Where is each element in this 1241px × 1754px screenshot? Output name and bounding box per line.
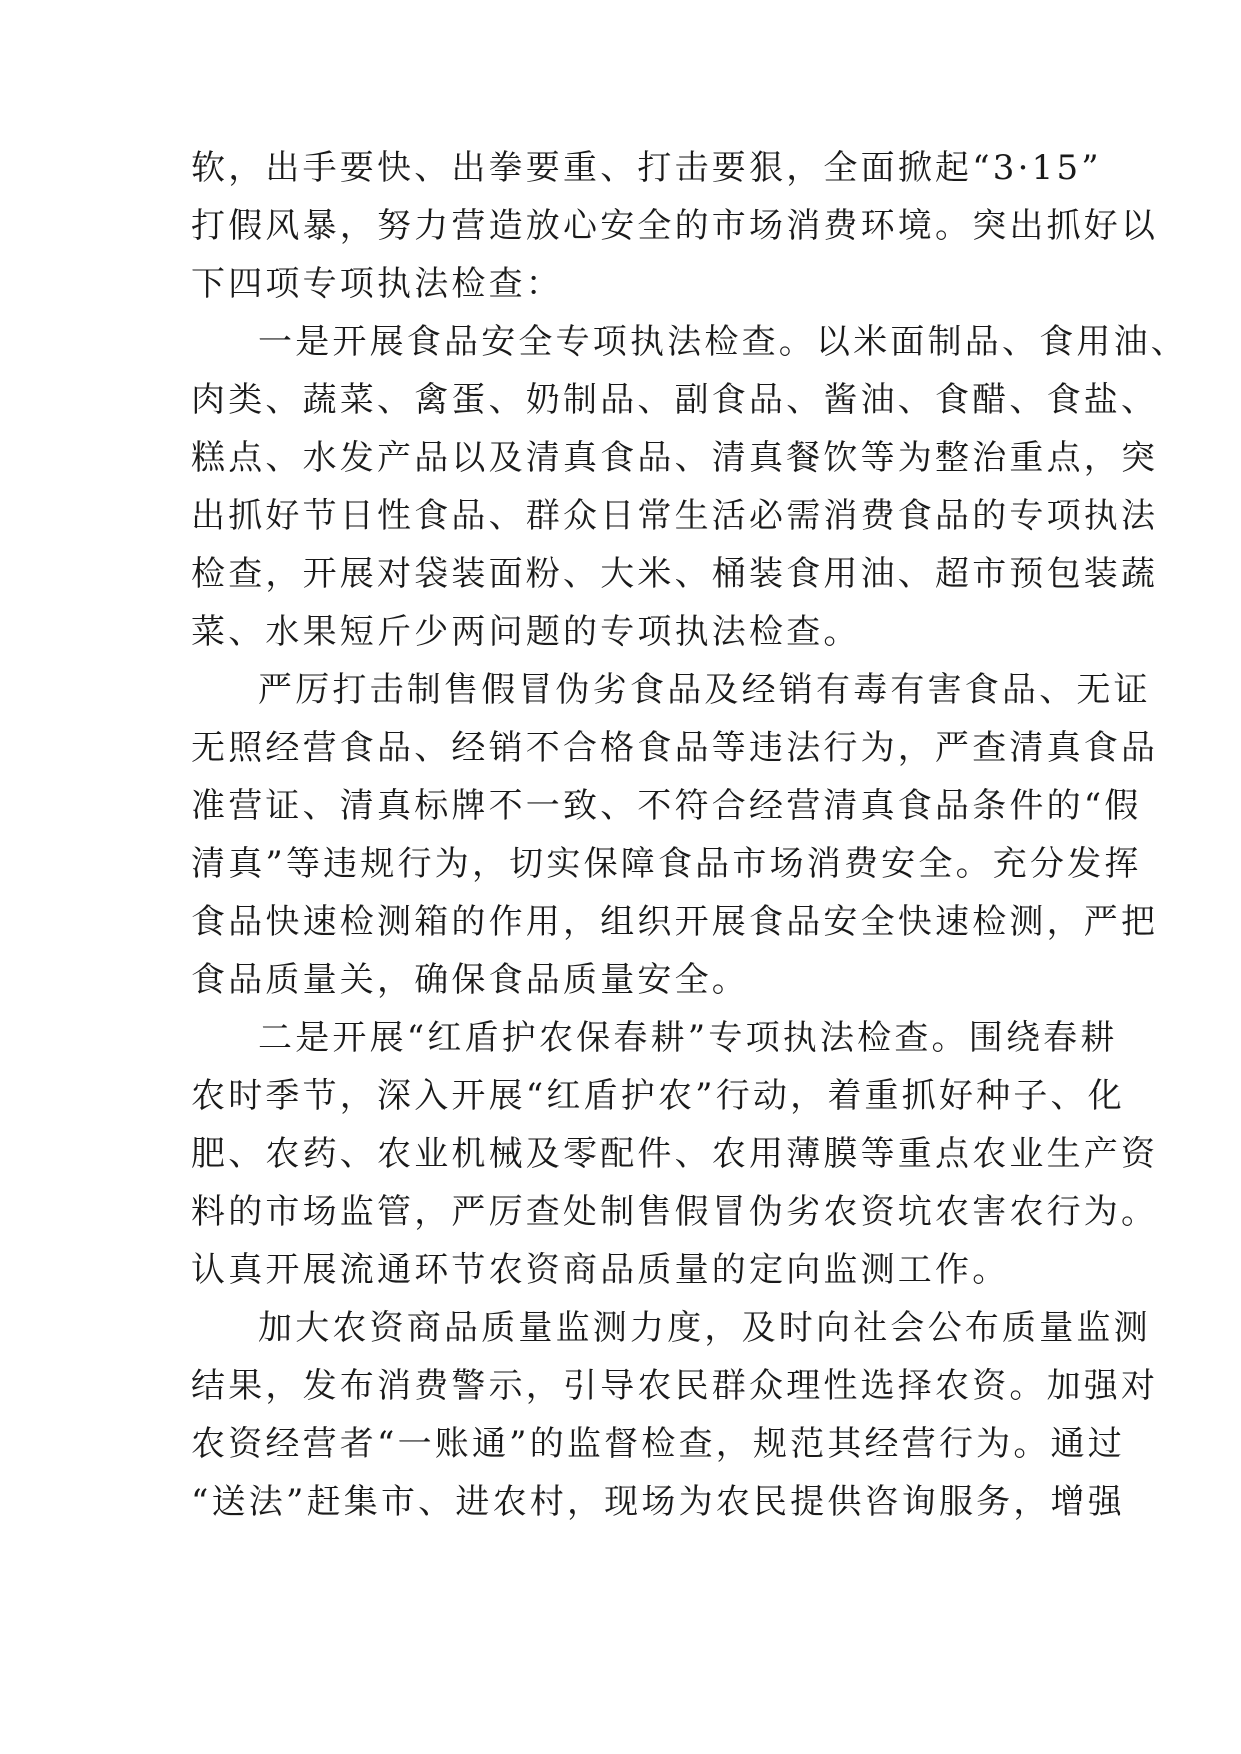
- text-line: 糕点、水发产品以及清真食品、清真餐饮等为整治重点，突: [191, 438, 1159, 478]
- paragraph-first-line: 一是开展食品安全专项执法检查。以米面制品、食用油、: [258, 322, 1188, 362]
- text-line: 菜、水果短斤少两问题的专项执法检查。: [191, 612, 861, 652]
- text-line: 出抓好节日性食品、群众日常生活必需消费食品的专项执法: [191, 496, 1159, 536]
- text-line: 肥、农药、农业机械及零配件、农用薄膜等重点农业生产资: [191, 1134, 1159, 1174]
- text-line: 农时季节，深入开展“红盾护农”行动，着重抓好种子、化: [191, 1076, 1125, 1116]
- text-line: 打假风暴，努力营造放心安全的市场消费环境。突出抓好以: [191, 206, 1159, 246]
- text-line: 软，出手要快、出拳要重、打击要狠，全面掀起“3·15”: [191, 148, 1102, 188]
- paragraph-first-line: 二是开展“红盾护农保春耕”专项执法检查。围绕春耕: [258, 1018, 1118, 1058]
- text-line: 结果，发布消费警示，引导农民群众理性选择农资。加强对: [191, 1366, 1159, 1406]
- text-line: 料的市场监管，严厉查处制售假冒伪劣农资坑农害农行为。: [191, 1192, 1159, 1232]
- text-line: 下四项专项执法检查：: [191, 264, 563, 304]
- text-line: 食品快速检测箱的作用，组织开展食品安全快速检测，严把: [191, 902, 1159, 942]
- paragraph-first-line: 严厉打击制售假冒伪劣食品及经销有毒有害食品、无证: [258, 670, 1151, 710]
- text-line: 准营证、清真标牌不一致、不符合经营清真食品条件的“假: [191, 786, 1142, 826]
- text-line: “送法”赶集市、进农村，现场为农民提供咨询服务，增强: [191, 1482, 1125, 1522]
- text-line: 食品质量关，确保食品质量安全。: [191, 960, 749, 1000]
- paragraph-first-line: 加大农资商品质量监测力度，及时向社会公布质量监测: [258, 1308, 1151, 1348]
- text-line: 农资经营者“一账通”的监督检查，规范其经营行为。通过: [191, 1424, 1125, 1464]
- text-line: 无照经营食品、经销不合格食品等违法行为，严查清真食品: [191, 728, 1159, 768]
- text-line: 检查，开展对袋装面粉、大米、桶装食用油、超市预包装蔬: [191, 554, 1159, 594]
- text-line: 清真”等违规行为，切实保障食品市场消费安全。充分发挥: [191, 844, 1142, 884]
- text-line: 认真开展流通环节农资商品质量的定向监测工作。: [191, 1250, 1010, 1290]
- text-line: 肉类、蔬菜、禽蛋、奶制品、副食品、酱油、食醋、食盐、: [191, 380, 1159, 420]
